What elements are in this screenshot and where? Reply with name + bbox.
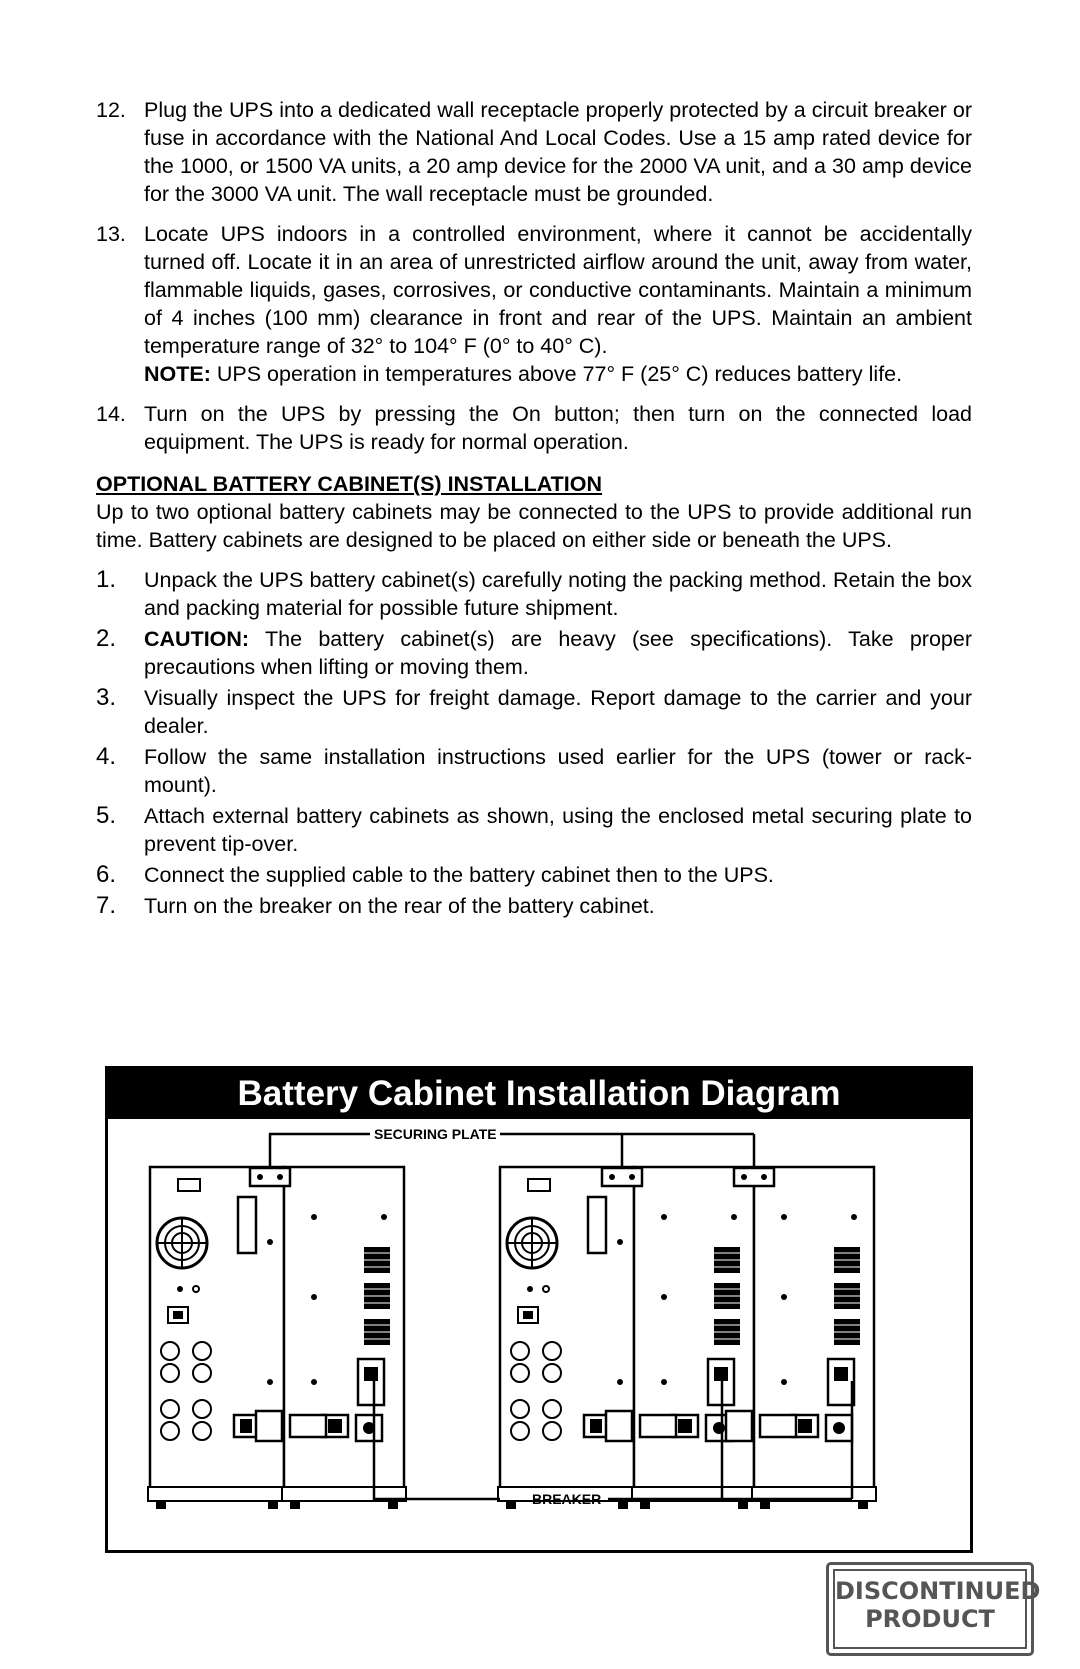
step-number: 2.	[96, 625, 117, 652]
note-label: NOTE:	[144, 362, 211, 386]
note-text: UPS operation in temperatures above 77° F (25° C) reduces battery life.	[210, 362, 903, 386]
item-number: 12.	[96, 98, 126, 122]
step-number: 1.	[96, 566, 117, 593]
item-text: Locate UPS indoors in a controlled environment, where it cannot be accidentally turned off. Locate it in an area of unrestricted airflow around the unit, away from water, flammable liquids, gases, corrosives, or conductive contaminants. Maintain a minimum of 4 inches (100 mm) clearance in front and rear of the UPS. Maintain an ambient temperature range of 32° to 104° F (0° to 40° C).	[144, 222, 972, 358]
step-text: Connect the supplied cable to the battery cabinet then to the UPS.	[144, 863, 774, 887]
item-number: 13.	[96, 222, 126, 246]
securing-plate-label: SECURING PLATE	[374, 1126, 497, 1142]
page-text	[96, 96, 972, 923]
caution-label: CAUTION:	[144, 627, 250, 651]
securing-plate-leaders	[270, 1134, 754, 1168]
list-item	[96, 96, 972, 208]
step-text: Attach external battery cabinets as shown, using the enclosed metal securing plate to prevent tip-over.	[144, 804, 972, 856]
breaker-label: BREAKER	[532, 1491, 602, 1507]
step-number: 3.	[96, 684, 117, 711]
step-text: Turn on the breaker on the rear of the battery cabinet.	[144, 894, 655, 918]
step-text: Follow the same installation instructions used earlier for the UPS (tower or rack-mount).	[144, 745, 972, 797]
step-number: 5.	[96, 802, 117, 829]
list-item	[96, 802, 972, 858]
list-item	[96, 566, 972, 622]
list-item	[96, 892, 972, 920]
note-paragraph	[144, 360, 972, 388]
installation-diagram	[105, 1066, 973, 1553]
list-item	[96, 400, 972, 456]
battery-cabinet-left	[282, 1167, 406, 1509]
step-number: 4.	[96, 743, 117, 770]
list-item	[96, 220, 972, 388]
step-text: Visually inspect the UPS for freight damage. Report damage to the carrier and your dealer.	[144, 686, 972, 738]
section-intro: Up to two optional battery cabinets may be connected to the UPS to provide additional run time. Battery cabinets are designed to be placed on either side or beneath the UPS.	[96, 500, 972, 552]
stamp-line-1: DISCONTINUED	[835, 1577, 1041, 1605]
item-text: Turn on the UPS by pressing the On button; then turn on the connected load equipment. The UPS is ready for normal operation.	[144, 402, 972, 454]
list-item	[96, 743, 972, 799]
stamp-line-2: PRODUCT	[865, 1605, 995, 1633]
list-item	[96, 861, 972, 889]
section-heading: OPTIONAL BATTERY CABINET(S) INSTALLATION	[96, 472, 603, 496]
stamp-inner	[833, 1569, 1041, 1649]
ups-unit-right	[498, 1167, 636, 1509]
step-number: 6.	[96, 861, 117, 888]
item-text: Plug the UPS into a dedicated wall receptacle properly protected by a circuit breaker or fuse in accordance with the National And Local Codes. Use a 15 amp rated device for the 1000, or 1500 VA units, a 20 amp device for the 2000 VA unit, and a 30 amp device for the 3000 VA unit. The wall receptacle must be grounded.	[144, 98, 972, 206]
steps-list	[96, 566, 972, 920]
discontinued-stamp	[826, 1562, 1041, 1656]
battery-cabinet-2	[752, 1167, 876, 1509]
battery-cabinet-1	[632, 1167, 756, 1509]
ups-unit-left	[148, 1167, 286, 1509]
step-text: Unpack the UPS battery cabinet(s) carefully noting the packing method. Retain the box and packing material for possible future shipment.	[144, 568, 972, 620]
caution-text: The battery cabinet(s) are heavy (see specifications). Take proper precautions when lifting or moving them.	[144, 627, 972, 679]
diagram-drawing	[108, 1119, 970, 1550]
list-item	[96, 625, 972, 681]
item-number: 14.	[96, 402, 126, 426]
list-item	[96, 684, 972, 740]
step-number: 7.	[96, 892, 117, 919]
step-text	[144, 625, 972, 681]
diagram-title: Battery Cabinet Installation Diagram	[108, 1069, 970, 1119]
